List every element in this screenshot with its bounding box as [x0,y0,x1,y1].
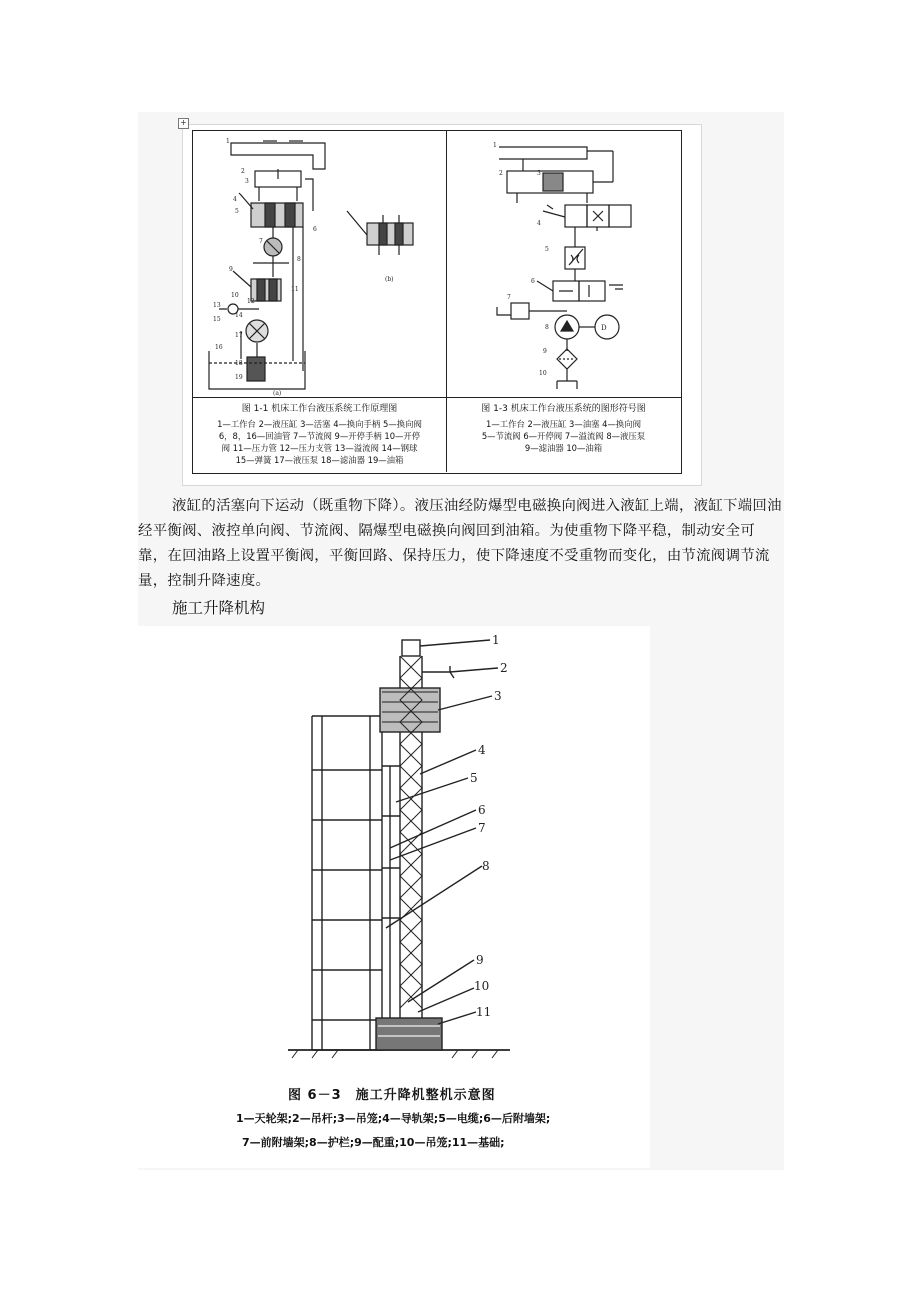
svg-text:2: 2 [500,661,508,675]
construction-hoist-figure [138,626,650,1168]
legend-line: 5—节流阀 6—开停阀 7—溢流阀 8—液压泵 [481,431,646,441]
svg-text:(b): (b) [385,276,394,283]
svg-text:(a): (a) [273,390,282,397]
section-heading: 施工升降机构 [172,599,266,617]
construction-hoist-diagram [138,626,650,1076]
svg-text:5: 5 [470,771,478,785]
svg-text:6: 6 [313,226,317,233]
svg-text:1: 1 [493,142,497,149]
svg-text:12: 12 [247,298,255,305]
svg-text:8: 8 [545,324,549,331]
svg-text:5: 5 [235,208,239,215]
body-paragraph: 液缸的活塞向下运动（既重物下降）。液压油经防爆型电磁换向阀进入液缸上端，液缸下端回油经平衡阀、液控单向阀、节流阀、隔爆型电磁换向阀回到油箱。为使重物下降平稳，制动安全可靠，在回油路上设置平衡阀，平衡回路、保持压力，使下降速度不受重物而变化，由节流阀调节流量，控制升降速度。 [138,498,782,589]
svg-text:11: 11 [476,1005,492,1019]
hydraulic-principle-diagram [193,131,445,397]
svg-text:17: 17 [235,332,243,339]
svg-text:13: 13 [213,302,221,309]
figure-6-3-title: 图 6－3 施工升降机整机示意图 [288,1088,496,1103]
svg-text:5: 5 [545,246,549,253]
table-move-handle-icon[interactable]: + [178,118,189,129]
legend-line: 1—工作台 2—液压缸 3—油塞 4—换向阀 [486,419,641,429]
svg-text:19: 19 [235,374,243,381]
figure-1-1-title: 图 1-1 机床工作台液压系统工作原理图 [241,404,398,414]
figure-1-1-legend [193,418,446,466]
svg-text:2: 2 [241,168,245,175]
figure-1-3-legend [447,418,680,454]
svg-text:18: 18 [235,360,243,367]
svg-text:3: 3 [494,689,502,703]
svg-text:8: 8 [482,859,490,873]
svg-text:11: 11 [291,286,299,293]
legend-line: 6，8，16—回油管 7—节流阀 9—开停手柄 10—开停 [218,431,421,441]
svg-text:8: 8 [297,256,301,263]
legend-line: 9—滤油器 10—油箱 [524,443,603,453]
svg-text:2: 2 [499,170,503,177]
svg-text:7: 7 [507,294,511,301]
legend-line: 15—弹簧 17—液压泵 18—滤油器 19—油箱 [235,455,404,465]
legend-line: 阀 11—压力管 12—压力支管 13—溢流阀 14—钢球 [221,443,418,453]
svg-text:9: 9 [543,348,547,355]
svg-text:7: 7 [259,238,263,245]
svg-text:4: 4 [478,743,486,757]
svg-text:7: 7 [478,821,486,835]
svg-text:15: 15 [213,316,221,323]
svg-text:10: 10 [474,979,490,993]
svg-text:16: 16 [215,344,223,351]
figure-6-3-legend-line: 7—前附墙架;8—护栏;9—配重;10—吊笼;11—基础; [242,1136,505,1149]
svg-text:3: 3 [537,170,541,177]
svg-text:10: 10 [231,292,239,299]
svg-text:6: 6 [531,278,535,285]
svg-text:6: 6 [478,803,486,817]
figure-1-3-title: 图 1-3 机床工作台液压系统的图形符号图 [481,404,646,414]
figure-6-3-legend-line: 1—天轮架;2—吊杆;3—吊笼;4—导轨架;5—电缆;6—后附墙架; [236,1112,551,1125]
svg-text:1: 1 [226,138,230,145]
svg-text:14: 14 [235,312,243,319]
svg-text:4: 4 [537,220,541,227]
svg-text:1: 1 [492,633,500,647]
table-row-divider [192,397,681,398]
svg-text:9: 9 [229,266,233,273]
hydraulic-symbol-diagram [447,131,679,397]
legend-line: 1—工作台 2—液压缸 3—活塞 4—换向手柄 5—换向阀 [217,419,422,429]
svg-text:D: D [601,324,607,332]
svg-text:3: 3 [245,178,249,185]
svg-text:4: 4 [233,196,237,203]
svg-text:9: 9 [476,953,484,967]
svg-text:10: 10 [539,370,547,377]
